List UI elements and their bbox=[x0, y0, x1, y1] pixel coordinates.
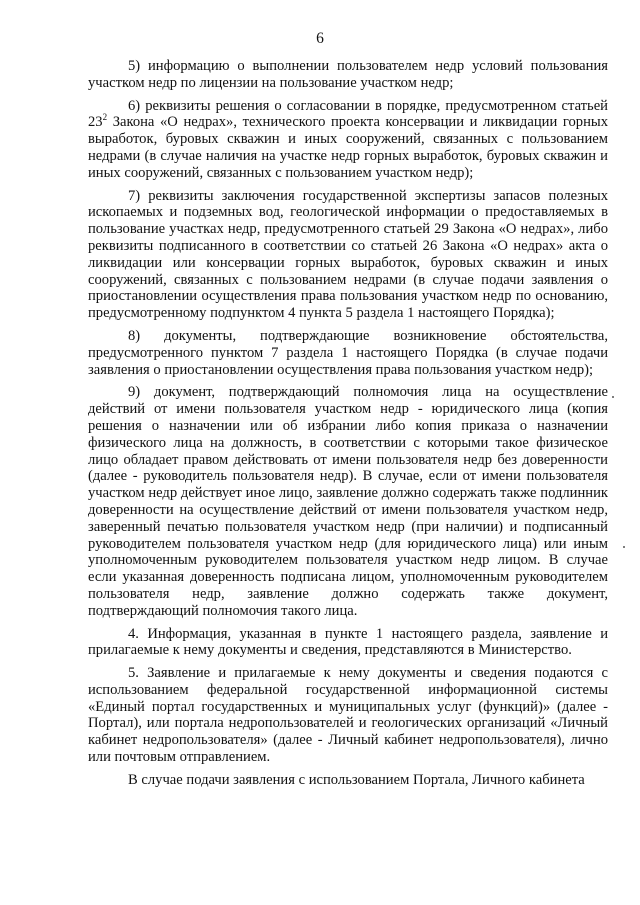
superscript-article-number: 2 bbox=[102, 112, 108, 123]
paragraph-item-5: 5) информацию о выполнении пользователем недр условий пользования участком недр по лицензии на пользование участком недр; bbox=[88, 58, 608, 91]
paragraph-item-6-text-rest: Закона «О недрах», технического проекта консервации и ликвидации горных выработок, буровых скважин и иных сооружений, связанных с пользованием недрами (в случае наличия на участке недр горных выработок, буровых скважин и иных сооружений, связанных с пользованием участком недр); bbox=[88, 114, 608, 181]
scan-speck bbox=[612, 396, 614, 398]
paragraph-section-5: 5. Заявление и прилагаемые к нему документы и сведения подаются с использованием федеральной государственной информационной системы «Единый портал государственных и муниципальных услуг (функций)» (далее - Портал), или портала недропользователей и геологических организаций «Личный кабинет недропользователя» (далее - Личный кабинет недропользователя), лично или почтовым отправлением. bbox=[88, 665, 608, 766]
scan-speck bbox=[623, 546, 625, 548]
paragraph-item-8: 8) документы, подтверждающие возникновение обстоятельства, предусмотренного пунктом 7 раздела 1 настоящего Порядка (в случае подачи заявления о приостановлении осуществления права пользования участком недр); bbox=[88, 327, 608, 378]
paragraph-item-6 bbox=[88, 98, 608, 182]
document-body bbox=[88, 58, 608, 789]
paragraph-item-6-text: 6) реквизиты решения о согласовании в порядке, предусмотренном статьей 23 bbox=[88, 97, 608, 131]
paragraph-portal-submission: В случае подачи заявления с использованием Портала, Личного кабинета bbox=[128, 771, 585, 788]
paragraph-item-9: 9) документ, подтверждающий полномочия лица на осуществление действий от имени пользователя участком недр - юридического лица (копия решения о назначении или об избрании либо копия приказа о назначении физического лица на должность, в соответствии с которыми такое физическое лицо обладает правом действовать от имени пользователя недр без доверенности (далее - руководитель пользователя недр). В случае, если от имени пользователя участком недр действует иное лицо, заявление должно содержать также подлинник доверенности на осуществление действий от имени пользователя участком недр, заверенный печатью пользователя участком недр (при наличии) и подписанный руководителем пользователя участком недр (для юридического лица) или иным уполномоченным руководителем пользователя участком недр лицом. В случае если указанная доверенность подписана лицом, уполномоченным руководителем пользователя недр, заявление должно содержать также документ, подтверждающий полномочия такого лица. bbox=[88, 384, 608, 619]
page-number: 6 bbox=[316, 30, 324, 47]
paragraph-section-4: 4. Информация, указанная в пункте 1 настоящего раздела, заявление и прилагаемые к нему документы и сведения, представляются в Министерство. bbox=[88, 625, 608, 659]
paragraph-item-7: 7) реквизиты заключения государственной экспертизы запасов полезных ископаемых и подземных вод, геологической информации о предоставляемых в пользование участках недр, предусмотренного статьей 29 Закона «О недрах», либо реквизиты подписанного в соответствии со статьей 26 Закона «О недрах» акта о ликвидации или консервации горных выработок, буровых скважин и иных сооружений, связанных с пользованием недрами (в случае подачи заявления о приостановлении осуществления права пользования участком недр по основанию, предусмотренному подпунктом 4 пункта 5 раздела 1 настоящего Порядка); bbox=[88, 187, 608, 322]
